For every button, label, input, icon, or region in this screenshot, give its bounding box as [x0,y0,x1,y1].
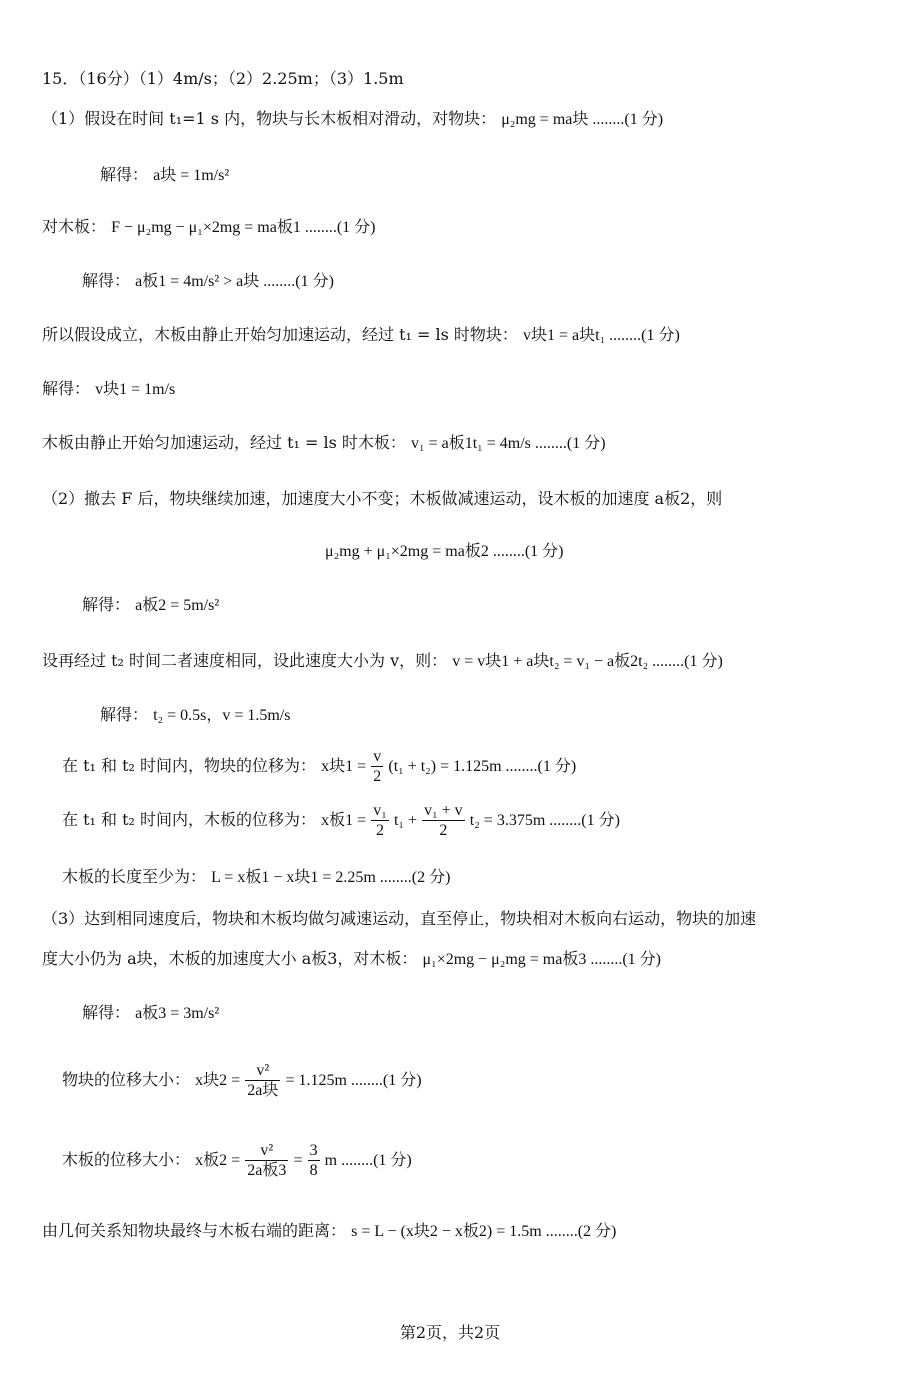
equation: L = x板1 − x块1 = 2.25m ........(2 分) [211,869,451,886]
final-distance [42,1220,616,1243]
denominator: 2 [439,822,448,839]
equation-rhs: = 1.125m ........(1 分) [285,1072,422,1089]
fraction [245,1061,280,1100]
denominator: 2 [373,768,382,785]
fraction [422,801,465,840]
line-text: 木板的长度至少为： [62,867,207,886]
denominator: 8 [309,1162,318,1179]
fraction [308,1141,320,1180]
board-force-equation [42,216,376,239]
solve-a-board1 [82,270,334,293]
solve-a-block [100,164,229,187]
equation: μ₂mg + μ₁×2mg = ma板2 ........(1 分) [325,543,564,560]
line-text: 设再经过 t₂ 时间二者速度相同，设此速度大小为 v，则： [42,651,448,670]
line-text: 解得： [100,165,149,184]
equation-lhs: x板1 = [321,812,367,829]
equation-rhs: m ........(1 分) [324,1152,412,1169]
assumption-holds [42,324,680,347]
equation-rhs: (t₁ + t₂) = 1.125m ........(1 分) [388,758,577,775]
board-velocity [42,432,606,455]
equation-mid: t₁ + [393,812,417,829]
fraction [371,801,389,840]
numerator: v² [245,1141,288,1161]
line-text: 解得： [82,595,131,614]
equation-mid: = [293,1152,303,1169]
solve-a-board3 [82,1002,219,1025]
equation: s = L − (x块2 − x板2) = 1.5m ........(2 分) [351,1223,617,1240]
equation: v₁ = a板1t₁ = 4m/s ........(1 分) [411,435,606,452]
equation: μ₁×2mg − μ₂mg = ma板3 ........(1 分) [422,951,662,968]
equation-rhs: t₂ = 3.375m ........(1 分) [469,812,620,829]
line-text: 对木板： [42,217,107,236]
board-min-length [62,866,450,889]
part3-intro [42,908,756,930]
solve-a-board2 [82,594,219,617]
line-text: 由几何关系知物块最终与木板右端的距离： [42,1221,347,1240]
line-text: 在 t₁ 和 t₂ 时间内，木板的位移为： [62,810,317,829]
equation: a板2 = 5m/s² [135,597,220,614]
fraction [245,1141,288,1180]
equation-lhs: x块2 = [195,1072,241,1089]
page-number: 第2页，共2页 [399,1323,501,1342]
block-displacement-1 [62,746,576,787]
equation: a板3 = 3m/s² [135,1005,220,1022]
line-text: 解得： [42,379,91,398]
denominator: 2 [376,822,385,839]
equation: F − μ₂mg − μ₁×2mg = ma板1 ........(1 分) [111,219,376,236]
line-text: 在 t₁ 和 t₂ 时间内，物块的位移为： [62,756,317,775]
numerator: v₁ [373,802,387,819]
line-text: 解得： [82,271,131,290]
denominator: 2a板3 [247,1162,287,1179]
block-displacement-2 [62,1060,422,1101]
line-text: 解得： [100,705,149,724]
numerator: v² [245,1061,280,1081]
answer-summary: 15．（16分）（1）4m/s；（2）2.25m；（3）1.5m [42,69,404,88]
line-text: 木板的位移大小： [62,1150,191,1169]
equation: v块1 = a块t₁ ........(1 分) [523,327,680,344]
part3-board-equation [42,948,661,971]
fraction [371,747,383,786]
part2-intro [42,488,722,510]
equation: v = v块1 + a块t₂ = v₁ − a板2t₂ ........(1 分) [452,653,723,670]
equation: a板1 = 4m/s² > a块 ........(1 分) [135,273,334,290]
numerator: 3 [309,1142,318,1159]
part2-equation [325,540,563,563]
equation-lhs: x块1 = [321,758,367,775]
solve-t2-v [100,704,291,727]
line-text: （3）达到相同速度后，物块和木板均做匀减速运动，直至停止，物块相对木板向右运动，物块的加速 [42,909,757,928]
equation: t₂ = 0.5s，v = 1.5m/s [153,707,291,724]
denominator: 2a块 [247,1082,279,1099]
board-displacement-2 [62,1140,412,1181]
numerator: v₁ + v [424,802,463,819]
part1-assumption [42,108,663,131]
line-text: 所以假设成立，木板由静止开始匀加速运动，经过 t₁ = ls 时物块： [42,325,518,344]
line-text: 物块的位移大小： [62,1070,191,1089]
equation-lhs: x板2 = [195,1152,241,1169]
line-text: 度大小仍为 a块，木板的加速度大小 a板3，对木板： [42,949,418,968]
equation: v块1 = 1m/s [95,381,176,398]
board-displacement-1 [62,800,620,841]
common-velocity-setup [42,650,723,673]
numerator: v [373,748,382,765]
line-text: （1）假设在时间 t₁=1 s 内，物块与长木板相对滑动，对物块： [42,109,497,128]
line-text: （2）撤去 F 后，物块继续加速，加速度大小不变；木板做减速运动，设木板的加速度 a板2，则 [42,489,723,508]
equation: a块 = 1m/s² [153,167,230,184]
solve-v-block1 [42,378,175,401]
equation: μ₂mg = ma块 ........(1 分) [501,111,664,128]
line-text: 木板由静止开始匀加速运动，经过 t₁ = ls 时木板： [42,433,406,452]
line-text: 解得： [82,1003,131,1022]
